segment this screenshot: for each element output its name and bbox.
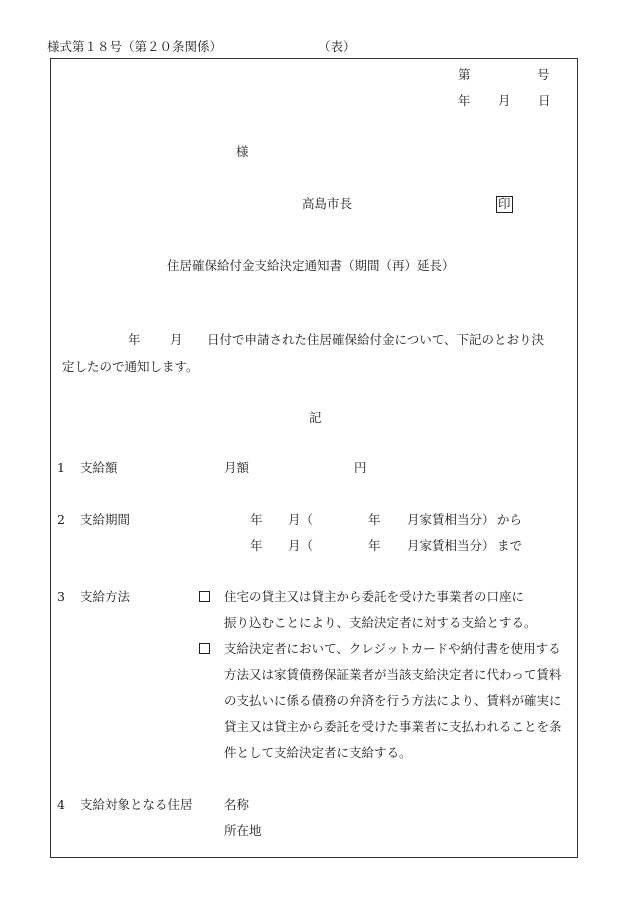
option1-line2: 振り込むことにより、支給決定者に対する支給とする。 (224, 615, 537, 630)
date-month: 月 (498, 93, 511, 108)
item1-monthly: 月額 (224, 460, 250, 475)
period-end-year: 年 (250, 538, 263, 553)
document-frame (50, 58, 578, 858)
intro-year: 年 (128, 332, 141, 347)
period-end-rent-year: 年 (368, 538, 381, 553)
period-start-suffix: から (497, 512, 523, 527)
option2-line3: の支払いに係る債務の弁済を行う方法により、賃料が確実に (224, 693, 562, 708)
item1-yen: 円 (354, 460, 367, 475)
item2-label: 支給期間 (80, 512, 131, 527)
intro-line2: 定したので通知します。 (62, 359, 199, 374)
item2-number: 2 (57, 512, 65, 527)
item1-label: 支給額 (80, 460, 118, 475)
item4-number: 4 (57, 797, 65, 812)
option2-line1: 支給決定者において、クレジットカードや納付書を使用する (224, 641, 561, 656)
ki-label: 記 (309, 410, 322, 425)
item4-label: 支給対象となる住居 (80, 797, 193, 812)
intro-month: 月 (170, 332, 183, 347)
residence-name-label: 名称 (224, 797, 250, 812)
option2-line2: 方法又は家賃債務保証業者が当該支給決定者に代わって賃料 (224, 667, 562, 682)
date-year: 年 (458, 93, 471, 108)
form-number: 様式第１８号（第２０条関係） (47, 39, 223, 54)
period-end-month: 月（ (288, 538, 314, 553)
residence-address-label: 所在地 (224, 823, 262, 838)
issuer-name: 高島市長 (302, 196, 353, 211)
item3-label: 支給方法 (80, 589, 131, 604)
seal-label: 印 (498, 196, 511, 211)
seal-mark (496, 196, 513, 213)
addressee-suffix: 様 (236, 144, 249, 159)
period-end-rent: 月家賃相当分） (407, 538, 495, 553)
option1-line1: 住宅の貸主又は貸主から委託を受けた事業者の口座に (224, 589, 525, 604)
period-end-suffix: まで (497, 538, 523, 553)
option2-line4: 貸主又は貸主から委託を受けた事業者に支払われることを条 (224, 719, 562, 734)
item3-number: 3 (57, 589, 65, 604)
document-title: 住居確保給付金支給決定通知書（期間（再）延長） (167, 258, 455, 273)
number-prefix: 第 (458, 67, 471, 82)
option1-checkbox[interactable] (199, 591, 210, 605)
option2-checkbox[interactable] (199, 643, 210, 657)
period-start-rent: 月家賃相当分） (407, 512, 495, 527)
intro-line1: 日付で申請された住居確保給付金について、下記のとおり決 (207, 332, 545, 347)
date-day: 日 (538, 93, 551, 108)
number-suffix: 号 (537, 67, 550, 82)
option2-line5: 件として支給決定者に支給する。 (224, 745, 412, 760)
period-start-rent-year: 年 (368, 512, 381, 527)
side-label: （表） (318, 39, 356, 54)
period-start-year: 年 (250, 512, 263, 527)
period-start-month: 月（ (288, 512, 314, 527)
item1-number: 1 (57, 460, 65, 475)
